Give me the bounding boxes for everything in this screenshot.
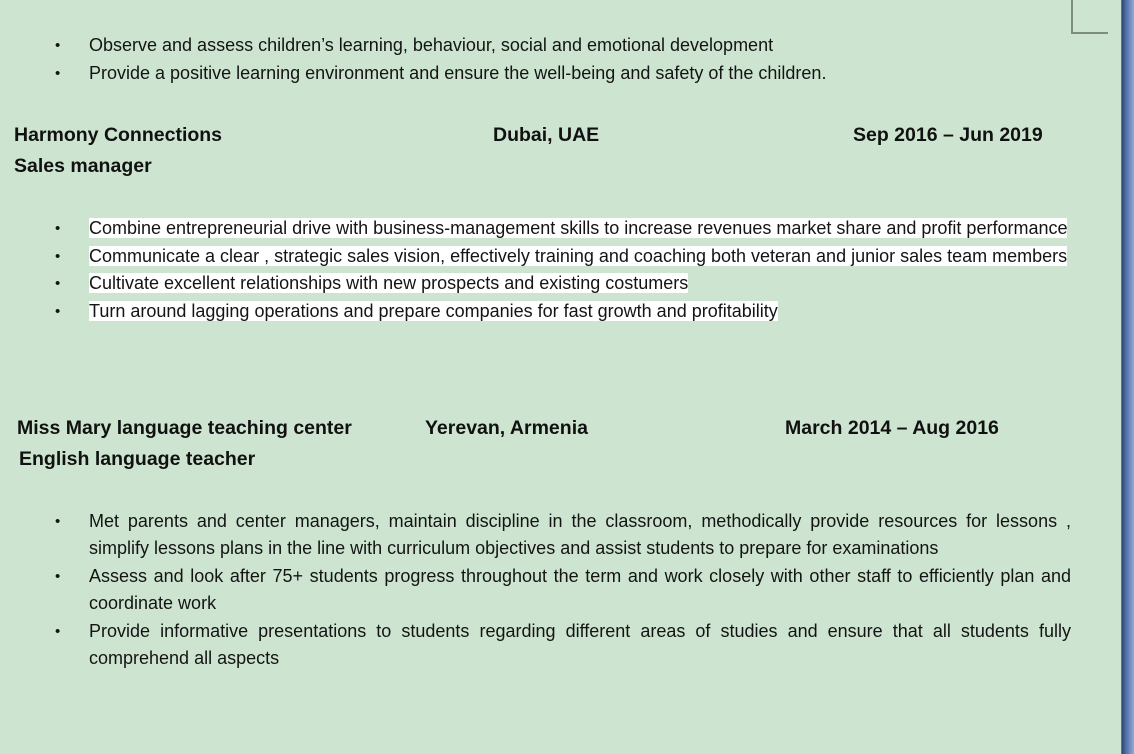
window-background-edge xyxy=(1121,0,1134,754)
list-item xyxy=(55,508,1071,563)
bullet-text: Met parents and center managers, maintain discipline in the classroom, methodically provide resources for lessons , simplify lessons plans in the line with curriculum objectives and assist students to prepare for examinations xyxy=(89,511,1071,559)
bullet-icon: • xyxy=(55,247,61,265)
bullet-icon: • xyxy=(55,303,61,321)
job-dates: Sep 2016 – Jun 2019 xyxy=(853,124,1043,146)
job2-title-row xyxy=(0,445,1121,473)
list-item xyxy=(55,243,1071,271)
job1-header-row xyxy=(0,121,1121,149)
job1-bullet-list xyxy=(55,215,1071,326)
bullet-icon: • xyxy=(55,622,61,640)
job-title: English language teacher xyxy=(19,448,256,470)
job-location: Yerevan, Armenia xyxy=(425,417,588,439)
intro-bullet-list xyxy=(55,32,1071,87)
text-boundary-mark-horizontal xyxy=(1071,32,1108,34)
job1-title-row xyxy=(0,152,1121,180)
text-boundary-mark-vertical xyxy=(1071,0,1073,34)
list-item xyxy=(55,298,1071,326)
bullet-icon: • xyxy=(55,220,61,237)
job-title: Sales manager xyxy=(14,155,152,177)
bullet-icon: • xyxy=(55,37,61,54)
job2-bullet-list xyxy=(55,508,1071,672)
job2-header-row xyxy=(0,414,1121,442)
bullet-text: Provide informative presentations to students regarding different areas of studies and ensure that all students fully comprehend all aspects xyxy=(89,620,1071,669)
list-item xyxy=(55,215,1071,243)
list-item xyxy=(55,563,1071,618)
list-item xyxy=(55,270,1071,298)
bullet-text: Observe and assess children’s learning, behaviour, social and emotional development xyxy=(89,35,774,55)
highlighted-bullet-text: Combine entrepreneurial drive with business-management skills to increase revenues market share and profit performance xyxy=(89,218,1068,238)
company-name: Harmony Connections xyxy=(14,124,223,146)
highlighted-bullet-text: Cultivate excellent relationships with new prospects and existing costumers xyxy=(89,273,689,294)
bullet-text: Assess and look after 75+ students progress throughout the term and work closely with other staff to efficiently plan and coordinate work xyxy=(89,565,1071,614)
list-item xyxy=(55,60,1071,88)
list-item xyxy=(55,32,1071,60)
bullet-text: Provide a positive learning environment and ensure the well-being and safety of the children. xyxy=(89,62,827,83)
bullet-icon: • xyxy=(55,513,61,530)
job-dates: March 2014 – Aug 2016 xyxy=(785,417,999,439)
company-name: Miss Mary language teaching center xyxy=(17,417,352,439)
list-item xyxy=(55,618,1071,673)
highlighted-bullet-text: Turn around lagging operations and prepare companies for fast growth and profitability xyxy=(89,301,778,322)
highlighted-bullet-text: Communicate a clear , strategic sales vision, effectively training and coaching both veteran and junior sales team members xyxy=(89,245,1068,266)
job-location: Dubai, UAE xyxy=(493,124,600,146)
bullet-icon: • xyxy=(55,64,61,82)
bullet-icon: • xyxy=(55,275,61,293)
bullet-icon: • xyxy=(55,567,61,585)
